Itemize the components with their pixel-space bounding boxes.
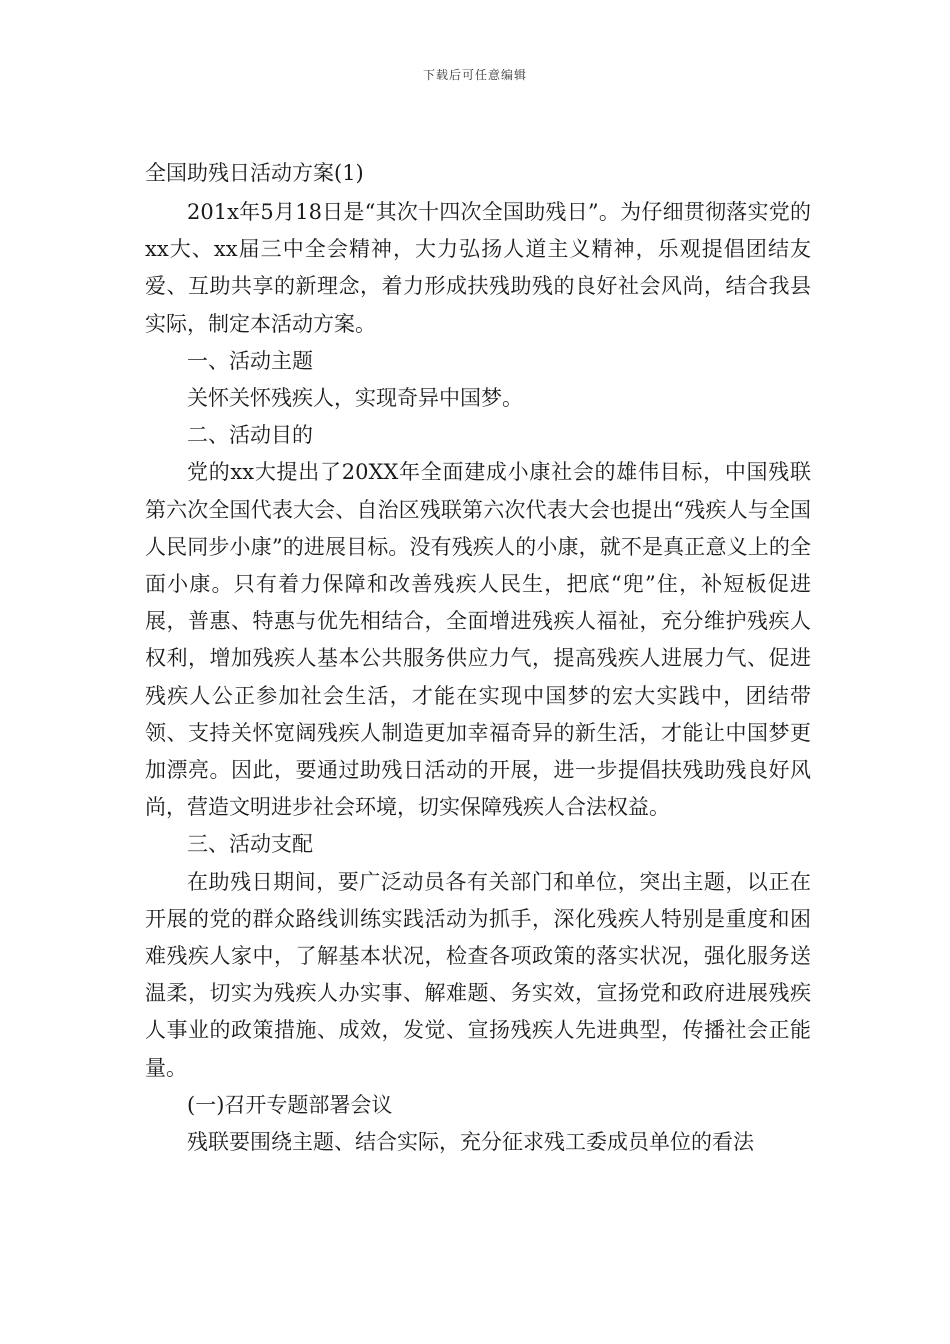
document-title: 全国助残日活动方案(1) — [145, 161, 364, 185]
paragraph-arrangement: 在助残日期间，要广泛动员各有关部门和单位，突出主题，以正在开展的党的群众路线训练实践活动为抓手，深化残疾人特别是重度和困难残疾人家中，了解基本状况，检查各项政策的落实状况，强化服务送温柔，切实为残疾人办实事、解难题、务实效，宣扬党和政府进展残疾人事业的政策措施、成效，发觉、宣扬残疾人先进典型，传播社会正能量。 — [145, 869, 811, 1080]
document-body — [145, 194, 811, 1161]
section-heading-arrangement: 三、活动支配 — [187, 832, 313, 857]
section-heading-theme: 一、活动主题 — [187, 348, 313, 373]
paragraph-purpose: 党的xx大提出了20XX年全面建成小康社会的雄伟目标，中国残联第六次全国代表大会、自治区残联第六次代表大会也提出“残疾人与全国人民同步小康”的进展目标。没有残疾人的小康，就不是真正意义上的全面小康。只有着力保障和改善残疾人民生，把底“兜”住，补短板促进展，普惠、特惠与优先相结合，全面增进残疾人福祉，充分维护残疾人权利，增加残疾人基本公共服务供应力气，提高残疾人进展力气、促进残疾人公正参加社会生活，才能在实现中国梦的宏大实践中，团结带领、支持关怀宽阔残疾人制造更加幸福奇异的新生活，才能让中国梦更加漂亮。因此，要通过助残日活动的开展，进一步提倡扶残助残良好风尚，营造文明进步社会环境，切实保障残疾人合法权益。 — [145, 460, 811, 820]
section-heading-purpose: 二、活动目的 — [187, 423, 313, 448]
paragraph-theme: 关怀关怀残疾人，实现奇异中国梦。 — [187, 386, 523, 411]
paragraph-meeting: 残联要围绕主题、结合实际，充分征求残工委成员单位的看法 — [187, 1130, 754, 1155]
subsection-heading-meeting: (一)召开专题部署会议 — [187, 1092, 393, 1117]
page-header-note: 下载后可任意编辑 — [422, 68, 527, 82]
paragraph-intro: 201x年5月18日是“其次十四次全国助残日”。为仔细贯彻落实党的xx大、xx届三中全会精神，大力弘扬人道主义精神，乐观提倡团结友爱、互助共享的新理念，着力形成扶残助残的良好社会风尚，结合我县实际，制定本活动方案。 — [145, 200, 811, 336]
